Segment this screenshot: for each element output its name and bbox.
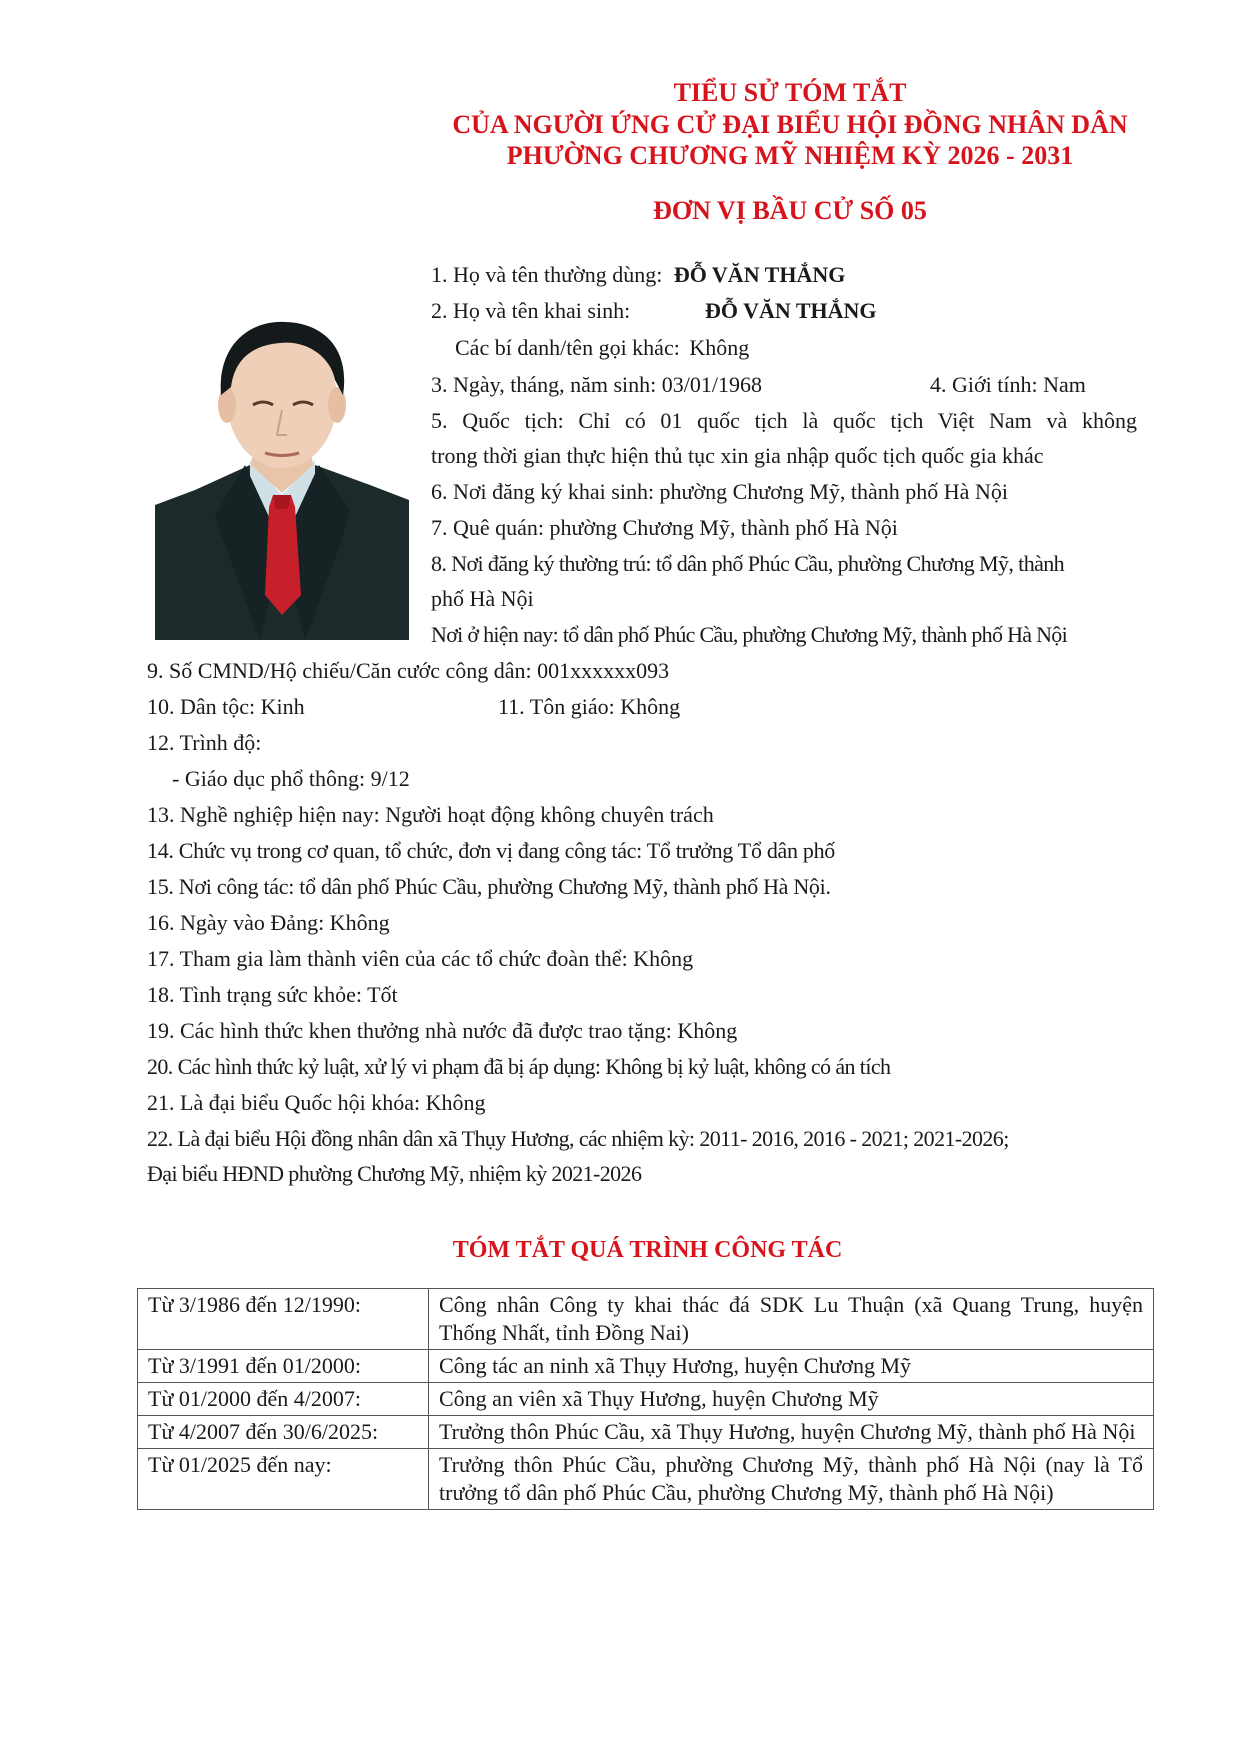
full-name-value: ĐỖ VĂN THẮNG — [673, 262, 846, 287]
national-assembly-delegate: 21. Là đại biểu Quốc hội khóa: Không — [147, 1090, 486, 1115]
party-admission-date: 16. Ngày vào Đảng: Không — [147, 910, 390, 935]
career-description: Công nhân Công ty khai thác đá SDK Lu Thuận (xã Quang Trung, huyện Thống Nhất, tỉnh Đồng Nai) — [429, 1289, 1154, 1350]
disciplinary-record: 20. Các hình thức kỷ luật, xử lý vi phạm đã bị áp dụng: Không bị kỷ luật, không có án tích — [147, 1054, 891, 1079]
council-delegate-line1: 22. Là đại biểu Hội đồng nhân dân xã Thụy Hương, các nhiệm kỳ: 2011- 2016, 2016 - 2021; 2021-2026; — [147, 1126, 1009, 1151]
general-education: - Giáo dục phổ thông: 9/12 — [172, 766, 410, 791]
career-period: Từ 01/2025 đến nay: — [138, 1449, 429, 1510]
birth-date: 3. Ngày, tháng, năm sinh: 03/01/1968 — [431, 372, 762, 397]
alias-label: Các bí danh/tên gọi khác: — [455, 335, 680, 360]
religion: 11. Tôn giáo: Không — [498, 694, 681, 719]
ethnicity: 10. Dân tộc: Kinh — [147, 694, 305, 719]
nationality-line1: 5. Quốc tịch: Chỉ có 01 quốc tịch là quốc tịch Việt Nam và không — [431, 408, 1137, 433]
candidate-portrait — [155, 295, 409, 640]
birth-registration-place: 6. Nơi đăng ký khai sinh: phường Chương Mỹ, thành phố Hà Nội — [431, 479, 1008, 504]
birth-name-value: ĐỖ VĂN THẮNG — [705, 298, 877, 323]
alias-value: Không — [689, 335, 750, 360]
career-period: Từ 4/2007 đến 30/6/2025: — [138, 1416, 429, 1449]
current-position: 14. Chức vụ trong cơ quan, tổ chức, đơn vị đang công tác: Tổ trưởng Tổ dân phố — [147, 838, 836, 863]
education-heading: 12. Trình độ: — [147, 730, 262, 755]
career-description: Công an viên xã Thụy Hương, huyện Chương Mỹ — [429, 1383, 1154, 1416]
gender: 4. Giới tính: Nam — [930, 372, 1086, 397]
state-awards: 19. Các hình thức khen thưởng nhà nước đã được trao tặng: Không — [147, 1018, 738, 1043]
career-period: Từ 3/1991 đến 01/2000: — [138, 1350, 429, 1383]
full-name-label: 1. Họ và tên thường dùng: — [431, 262, 663, 287]
table-row — [138, 1416, 1154, 1449]
table-row — [138, 1289, 1154, 1350]
workplace: 15. Nơi công tác: tổ dân phố Phúc Cầu, phường Chương Mỹ, thành phố Hà Nội. — [147, 874, 831, 899]
health-status: 18. Tình trạng sức khỏe: Tốt — [147, 982, 398, 1007]
career-description: Trưởng thôn Phúc Cầu, xã Thụy Hương, huyện Chương Mỹ, thành phố Hà Nội — [429, 1416, 1154, 1449]
table-row — [138, 1383, 1154, 1416]
current-occupation: 13. Nghề nghiệp hiện nay: Người hoạt động không chuyên trách — [147, 802, 714, 827]
document-subtitle-line2: PHƯỜNG CHƯƠNG MỸ NHIỆM KỲ 2026 - 2031 — [506, 141, 1074, 170]
table-row — [138, 1350, 1154, 1383]
career-description: Công tác an ninh xã Thụy Hương, huyện Chương Mỹ — [429, 1350, 1154, 1383]
career-table — [137, 1288, 1154, 1510]
career-period: Từ 3/1986 đến 12/1990: — [138, 1289, 429, 1350]
permanent-residence-line1: 8. Nơi đăng ký thường trú: tổ dân phố Phúc Cầu, phường Chương Mỹ, thành — [431, 551, 1065, 576]
nationality-line2: trong thời gian thực hiện thủ tục xin gia nhập quốc tịch quốc gia khác — [431, 443, 1044, 468]
career-period: Từ 01/2000 đến 4/2007: — [138, 1383, 429, 1416]
table-row — [138, 1449, 1154, 1510]
birth-name-label: 2. Họ và tên khai sinh: — [431, 298, 631, 323]
document-subtitle-line1: CỦA NGƯỜI ỨNG CỬ ĐẠI BIỂU HỘI ĐỒNG NHÂN DÂN — [452, 110, 1128, 139]
hometown: 7. Quê quán: phường Chương Mỹ, thành phố Hà Nội — [431, 515, 898, 540]
council-delegate-line2: Đại biểu HĐND phường Chương Mỹ, nhiệm kỳ 2021-2026 — [147, 1161, 642, 1186]
career-description: Trưởng thôn Phúc Cầu, phường Chương Mỹ, thành phố Hà Nội (nay là Tổ trưởng tổ dân phố Phúc Cầu, phường Chương Mỹ, thành phố Hà Nội) — [429, 1449, 1154, 1510]
permanent-residence-line2: phố Hà Nội — [431, 586, 534, 611]
organization-membership: 17. Tham gia làm thành viên của các tổ chức đoàn thể: Không — [147, 946, 694, 971]
document-title: TIỂU SỬ TÓM TẮT — [673, 78, 907, 107]
current-residence: Nơi ở hiện nay: tổ dân phố Phúc Cầu, phường Chương Mỹ, thành phố Hà Nội — [431, 622, 1068, 647]
id-number: 9. Số CMND/Hộ chiếu/Căn cước công dân: 001xxxxxx093 — [147, 658, 670, 683]
electoral-unit-title: ĐƠN VỊ BẦU CỬ SỐ 05 — [653, 196, 927, 225]
career-section-title: TÓM TẮT QUÁ TRÌNH CÔNG TÁC — [452, 1237, 843, 1263]
